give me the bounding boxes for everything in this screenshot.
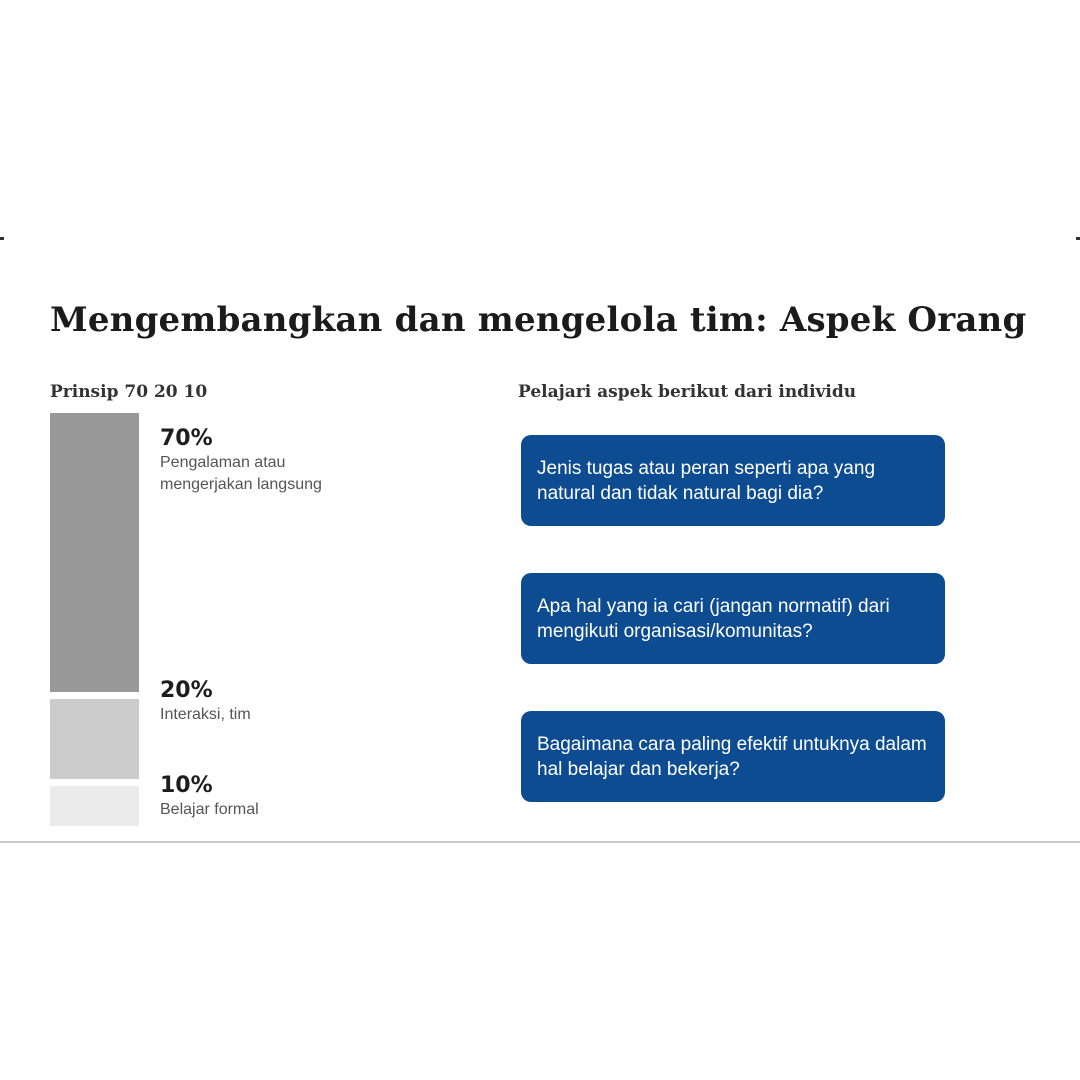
slide-title: Mengembangkan dan mengelola tim: Aspek Orang (50, 300, 1027, 340)
segment-description: Belajar formal (160, 801, 259, 818)
question-text: Apa hal yang ia cari (jangan normatif) dari mengikuti organisasi/komunitas? (537, 595, 890, 642)
bar-segment-20 (50, 699, 139, 779)
principle-stacked-bar (50, 413, 139, 825)
segment-percent: 10% (160, 773, 213, 798)
slide-corner-left (0, 237, 4, 240)
segment-label-70 (160, 426, 380, 496)
slide-corner-right (1076, 237, 1080, 240)
slide-bottom-border (0, 841, 1080, 843)
segment-percent: 20% (160, 678, 213, 703)
question-text: Jenis tugas atau peran seperti apa yang natural dan tidak natural bagi dia? (537, 457, 876, 504)
principle-heading: Prinsip 70 20 10 (50, 382, 208, 402)
question-card (521, 435, 945, 526)
segment-label-10 (160, 773, 380, 821)
segment-description: Pengalaman atau mengerjakan langsung (160, 454, 322, 493)
bar-segment-10 (50, 786, 139, 826)
questions-heading: Pelajari aspek berikut dari individu (518, 382, 857, 402)
question-card (521, 573, 945, 664)
question-text: Bagaimana cara paling efektif untuknya dalam hal belajar dan bekerja? (537, 733, 927, 780)
segment-percent: 70% (160, 426, 213, 451)
question-card (521, 711, 945, 802)
segment-description: Interaksi, tim (160, 706, 251, 723)
bar-segment-70 (50, 413, 139, 692)
segment-label-20 (160, 678, 380, 726)
